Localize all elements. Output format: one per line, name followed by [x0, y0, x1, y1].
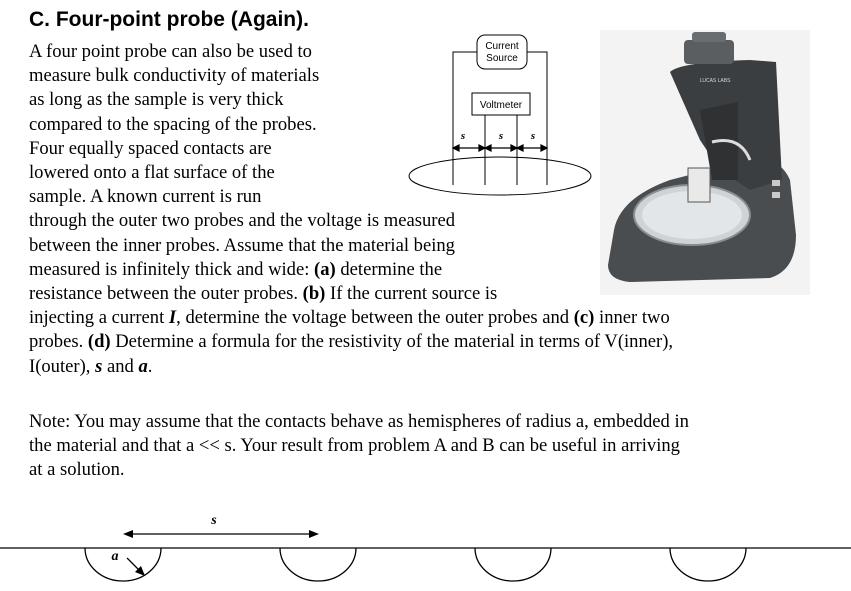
- station-knob-top: [692, 32, 726, 42]
- spacing-arrowhead: [309, 530, 319, 538]
- hemisphere-contact: [670, 548, 746, 581]
- text-line: [29, 282, 673, 306]
- text-run: I(outer),: [29, 355, 96, 377]
- note-line: Note: You may assume that the contacts behave as hemispheres of radius a, embedded in: [29, 411, 689, 432]
- text-line: as long as the sample is very thick: [29, 89, 284, 111]
- text-line: measure bulk conductivity of materials: [29, 65, 320, 87]
- text-line: lowered onto a flat surface of the: [29, 162, 275, 184]
- station-knob: [684, 40, 734, 64]
- radius-label: a: [111, 549, 119, 564]
- current-symbol: I: [168, 307, 177, 329]
- text-run: probes.: [29, 331, 88, 353]
- station-switch: [772, 192, 780, 198]
- station-switch: [772, 180, 780, 186]
- text-line: [29, 258, 673, 282]
- spacing-label: s: [460, 130, 466, 142]
- spacing-arrowhead: [123, 530, 133, 538]
- note-paragraph: [29, 410, 689, 483]
- text-run: , determine the voltage between the outer probes and: [176, 307, 574, 329]
- text-line: through the outer two probes and the voltage is measured: [29, 210, 455, 232]
- radius-symbol: a: [138, 355, 148, 377]
- part-c-label: (c): [573, 307, 595, 329]
- text-run: If the current source is: [325, 283, 498, 305]
- hemisphere-contact: [280, 548, 356, 581]
- spacing-label: s: [498, 130, 504, 142]
- text-run: Determine a formula for the resistivity of the material in terms of V(inner),: [110, 331, 674, 353]
- outer-wire-left: [453, 52, 477, 185]
- text-run: determine the: [335, 258, 443, 280]
- brand-label: LUCAS LABS: [699, 78, 731, 84]
- text-run: measured is infinitely thick and wide:: [29, 258, 315, 280]
- text-line: Four equally spaced contacts are: [29, 137, 272, 159]
- text-run: and: [102, 355, 139, 377]
- hemisphere-contact-diagram: [0, 500, 851, 591]
- hemisphere-contact: [85, 548, 161, 581]
- spacing-label: s: [530, 130, 536, 142]
- voltmeter-label: Voltmeter: [479, 100, 523, 111]
- current-source-label: Source: [486, 53, 518, 64]
- text-run: inner two: [594, 307, 670, 329]
- text-line: between the inner probes. Assume that the material being: [29, 234, 455, 256]
- four-point-probe-schematic: [405, 33, 595, 198]
- current-source-label: Current: [485, 41, 519, 52]
- part-a-label: (a): [314, 258, 336, 280]
- note-line: at a solution.: [29, 459, 125, 481]
- section-heading: C. Four-point probe (Again).: [29, 8, 309, 31]
- spacing-label: s: [211, 513, 217, 528]
- spacing-arrows: [453, 145, 547, 151]
- note-line: the material and that a << s. Your result from problem A and B can be useful in arriving: [29, 435, 680, 457]
- part-d-label: (d): [87, 331, 111, 353]
- text-line: compared to the spacing of the probes.: [29, 113, 317, 135]
- probe-station-photo: [600, 30, 810, 295]
- probe-head: [688, 168, 710, 202]
- text-line: [29, 355, 673, 379]
- text-run: injecting a current: [29, 307, 169, 329]
- part-b-label: (b): [302, 283, 326, 305]
- text-line: sample. A known current is run: [29, 186, 262, 208]
- text-line: A four point probe can also be used to: [29, 41, 312, 62]
- hemisphere-contact: [475, 548, 551, 581]
- text-run: .: [147, 355, 153, 377]
- text-line: [29, 330, 673, 354]
- text-run: resistance between the outer probes.: [29, 283, 303, 305]
- outer-wire-right: [527, 52, 547, 185]
- spacing-symbol: s: [95, 355, 103, 377]
- text-line: [29, 306, 673, 330]
- sample-surface: [409, 157, 591, 195]
